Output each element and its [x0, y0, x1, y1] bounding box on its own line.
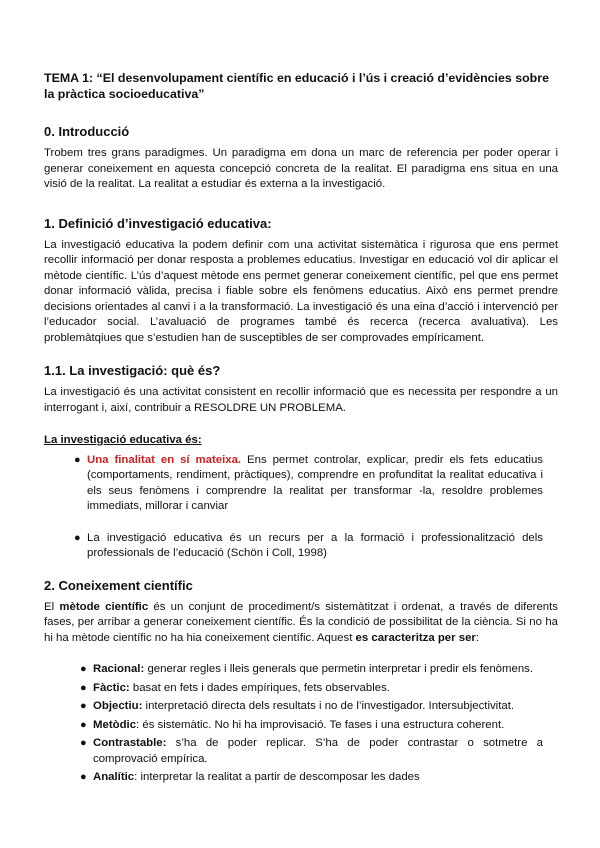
- list-item-text: s’ha de poder replicar. S’ha de poder contrastar o sotmetre a comprovació empírica.: [93, 737, 543, 765]
- list-item-text: basat en fets i dades empíriques, fets observables.: [129, 681, 390, 694]
- section-what-is-research: [44, 363, 558, 562]
- bold-term: Fàctic:: [93, 681, 130, 694]
- bullet-icon: ●: [80, 663, 87, 675]
- list-item: [80, 662, 543, 678]
- bullet-icon: ●: [80, 771, 87, 783]
- bold-term: Metòdic: [93, 718, 137, 731]
- list-item-text: interpretació directa dels resultats i no de l’investigador. Intersubjectivitat.: [142, 700, 515, 712]
- list-item-text: Ens permet controlar, explicar, predir els fets educatius (comportaments, rendiment, pràctiques), comprendre en profunditat la realitat educativa i els seus fenòmens i comprendre la realitat per transformar -la, resoldre problemes immediats, millorar i canviar: [87, 453, 543, 512]
- bullet-list: [80, 662, 543, 786]
- text-run: és un conjunt de procediment/s sistemàtitzat i ordenat, a través de diferents fases, per arribar a generar coneixement científic. És la condició de possibilitat de la ciència. Si no ha hi ha mètode científic no ha hia coneixement científic. Aquest: [44, 600, 558, 644]
- list-item-text: : és sistemàtic. No hi ha improvisació. Te fases i una estructura coherent.: [136, 718, 505, 731]
- bullet-icon: ●: [80, 681, 87, 694]
- bullet-icon: ●: [74, 453, 81, 466]
- bold-term: Racional:: [93, 663, 145, 675]
- section-heading: 0. Introducció: [44, 124, 130, 139]
- text-run: El: [44, 600, 60, 613]
- sub-heading: La investigació educativa és:: [44, 434, 202, 446]
- bold-term: Analític: [93, 771, 135, 783]
- section-paragraph: Trobem tres grans paradigmes. Un paradigma em dona un marc de referencia per poder operar i generar coneixement en aquesta concepció concreta de la realitat. El paradigma ens situa en una visió de la realitat. La realitat a estudiar és externa a la investigació.: [44, 147, 558, 190]
- section-introduction: [44, 124, 558, 193]
- text-run: :: [475, 631, 480, 644]
- list-item-text: generar regles i lleis generals que permetin interpretar i predir els fenòmens.: [144, 663, 534, 675]
- list-item: [80, 736, 543, 767]
- list-item: [80, 681, 543, 697]
- document-title: TEMA 1: “El desenvolupament científic en educació i l’ús i creació d’evidències sobre la pràctica socioeducativa”: [44, 71, 549, 101]
- bullet-icon: ●: [80, 718, 87, 731]
- section-heading: 1. Definició d’investigació educativa:: [44, 215, 272, 231]
- bold-term: es caracteritza per ser: [355, 631, 476, 644]
- bullet-list: [74, 453, 543, 562]
- bullet-icon: ●: [74, 531, 81, 544]
- list-item: [80, 699, 543, 715]
- bold-term: Objectiu:: [93, 700, 143, 712]
- section-paragraph: La investigació és una activitat consistent en recollir informació que es necessita per respondre a un interrogant i, així, contribuir a RESOLDRE UN PROBLEMA.: [44, 386, 558, 414]
- list-item-text: : interpretar la realitat a partir de descomposar les dades: [134, 771, 420, 783]
- section-heading: 1.1. La investigació: què és?: [44, 363, 221, 378]
- section-definition: [44, 216, 558, 347]
- list-item: [74, 531, 543, 562]
- section-paragraph: La investigació educativa la podem definir com una activitat sistemàtica i rigurosa que ens permet recollir informació per donar resposta a problemes educatius. Investigar en educació vol dir aplicar el mètode científic. L’ús d’aquest mètode ens permet generar coneixement científic, pel que ens permet donar informació vàlida, precisa i fiable sobre els fenòmens educatius. Això ens permet prendre decisions orientades al canvi i a la transformació. La investigació és una eina d’acció i intervenció per l’educador social. L’avaluació de programes també és recerca (recerca avaluativa). Les problemàtqiues que s’estudien han de susceptibles de ser comprovades empíricament.: [44, 238, 558, 344]
- highlight-text: Una finalitat en sí mateixa.: [87, 453, 242, 466]
- document-page: [44, 70, 558, 789]
- list-item: [80, 770, 543, 786]
- bullet-icon: ●: [80, 737, 87, 749]
- list-item-text: La investigació educativa és un recurs per a la formació i professionalització dels professionals de l’educació (Schön i Coll, 1998): [87, 531, 543, 559]
- list-item: [74, 453, 543, 515]
- section-heading: 2. Coneixement científic: [44, 577, 193, 593]
- bullet-icon: ●: [80, 700, 87, 712]
- section-paragraph: [44, 600, 558, 647]
- list-item: [80, 718, 543, 734]
- section-scientific-knowledge: [44, 578, 558, 786]
- bold-term: mètode científic: [59, 600, 149, 613]
- bold-term: Contrastable:: [93, 737, 167, 749]
